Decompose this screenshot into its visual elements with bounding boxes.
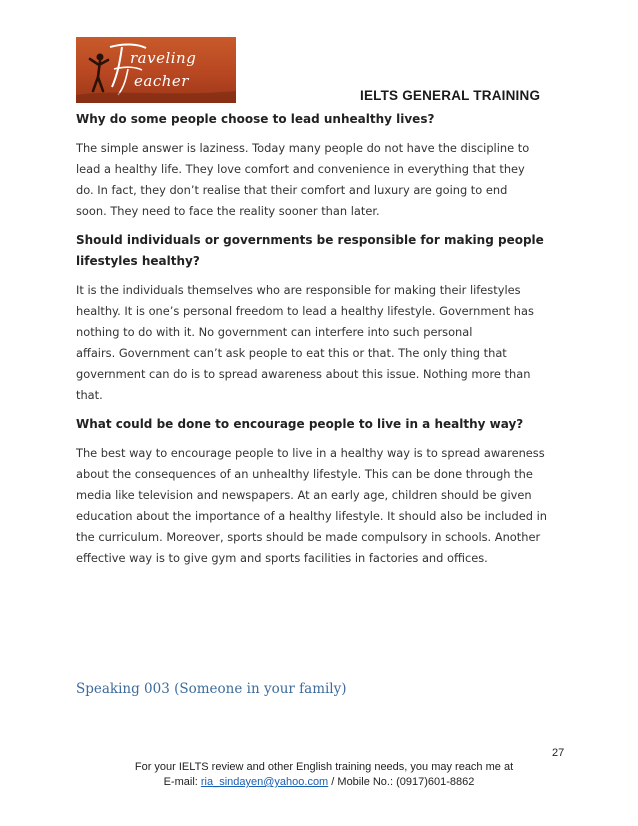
answer-line: government can do is to spread awareness about this issue. Nothing more than	[76, 367, 531, 381]
email-link[interactable]: ria_sindayen@yahoo.com	[200, 776, 329, 788]
answer-line: media like television and newspapers. At an early age, children should be given	[76, 488, 532, 502]
answer-line: healthy. It is one’s personal freedom to lead a healthy lifestyle. Government has	[76, 304, 534, 318]
logo-text-traveling: raveling	[130, 49, 197, 67]
answer-line: the curriculum. Moreover, sports should be made compulsory in schools. Another	[76, 530, 541, 544]
answer-line: soon. They need to face the reality sooner than later.	[76, 204, 380, 218]
answer-line: about the consequences of an unhealthy lifestyle. This can be done through the	[76, 467, 533, 481]
question-3	[76, 414, 572, 435]
answer-line: that.	[76, 388, 103, 402]
logo-text-teacher: eacher	[134, 72, 189, 90]
footer-email-line	[0, 775, 638, 790]
question-line: Why do some people choose to lead unhealthy lives?	[76, 112, 435, 126]
answer-line: nothing to do with it. No government can interfere into such personal	[76, 325, 473, 339]
question-line: Should individuals or governments be responsible for making people	[76, 233, 544, 247]
question-line: What could be done to encourage people to live in a healthy way?	[76, 417, 524, 431]
email-label: E-mail:	[163, 776, 201, 788]
question-line: lifestyles healthy?	[76, 254, 200, 268]
footer-contact-line: For your IELTS review and other English training needs, you may reach me at	[134, 761, 514, 773]
speaking-section-heading: Speaking 003 (Someone in your family)	[76, 681, 347, 697]
answer-line: It is the individuals themselves who are responsible for making their lifestyles	[76, 283, 521, 297]
page-header-title: IELTS GENERAL TRAINING	[360, 88, 541, 103]
answer-line: education about the importance of a healthy lifestyle. It should also be included in	[76, 509, 547, 523]
answer-line: The simple answer is laziness. Today many people do not have the discipline to	[76, 141, 530, 155]
answer-line: The best way to encourage people to live in a healthy way is to spread awareness	[76, 446, 545, 460]
question-2	[76, 230, 572, 272]
traveler-figure-icon	[76, 37, 236, 103]
answer-line: do. In fact, they don’t realise that their comfort and luxury are going to end	[76, 183, 508, 197]
answer-line: effective way is to give gym and sports facilities in factories and offices.	[76, 551, 488, 565]
page-number: 27	[552, 747, 565, 759]
question-1	[76, 109, 572, 130]
answer-line: affairs. Government can’t ask people to eat this or that. The only thing that	[76, 346, 507, 360]
answer-3	[76, 443, 572, 569]
answer-line: lead a healthy life. They love comfort and convenience in everything that they	[76, 162, 525, 176]
mobile-number: / Mobile No.: (0917)601-8862	[328, 776, 475, 788]
page-footer	[0, 760, 638, 790]
document-body	[76, 109, 572, 569]
traveling-teacher-logo	[76, 37, 236, 103]
answer-1	[76, 138, 572, 222]
answer-2	[76, 280, 572, 406]
